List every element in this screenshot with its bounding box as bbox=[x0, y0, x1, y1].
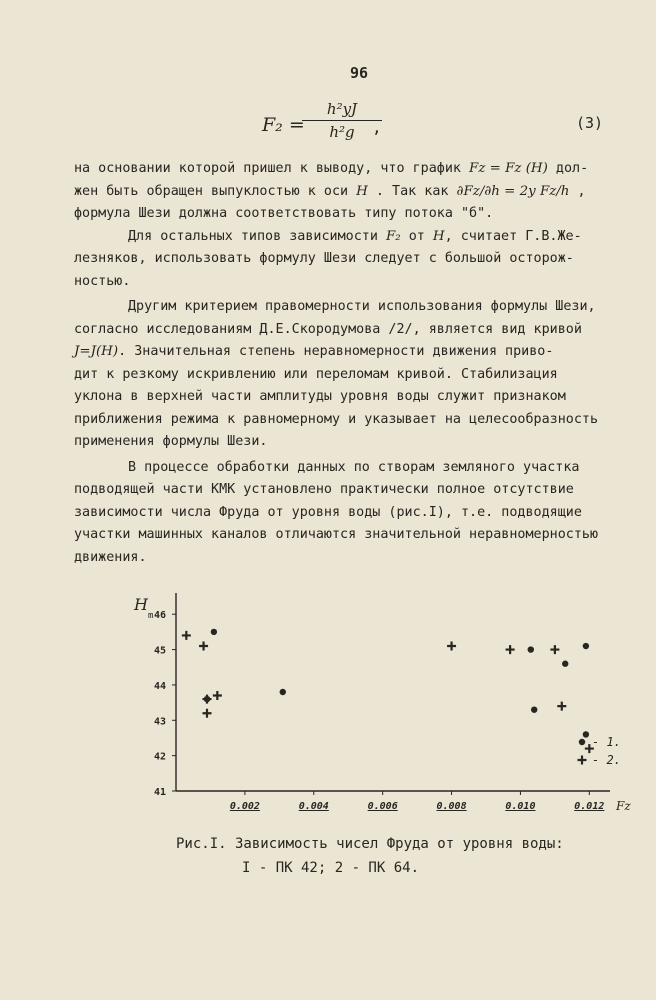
text-line bbox=[74, 203, 654, 226]
text-line bbox=[74, 364, 654, 387]
text-segment: зависимости числа Фруда от уровня воды (рис.I), т.е. подводящие bbox=[74, 504, 582, 520]
text-segment: Для остальных типов зависимости bbox=[128, 228, 386, 244]
text-line bbox=[74, 524, 654, 547]
text-line bbox=[74, 296, 654, 319]
data-point-series-1 bbox=[583, 731, 589, 737]
body-text bbox=[74, 158, 654, 569]
data-point-series-1 bbox=[528, 646, 534, 652]
x-tick-label: 0.012 bbox=[574, 801, 605, 812]
data-point-series-1 bbox=[280, 689, 286, 695]
text-segment: приближения режима к равномерному и указывает на целесообразность bbox=[74, 411, 599, 427]
inline-formula: H bbox=[356, 183, 368, 199]
page-number: 96 bbox=[350, 64, 369, 82]
data-point-series-2 bbox=[203, 695, 212, 704]
text-segment: . Так как bbox=[367, 183, 457, 199]
inline-formula: Fz = Fz (H) bbox=[469, 161, 548, 176]
text-segment: подводящей части КМК установлено практически полное отсутствие bbox=[74, 482, 574, 497]
data-point-series-1 bbox=[583, 643, 589, 649]
text-line bbox=[74, 248, 654, 271]
data-point-series-2 bbox=[506, 645, 515, 654]
text-line bbox=[74, 181, 654, 204]
text-segment: , считает Г.В.Же- bbox=[444, 228, 582, 244]
text-segment: на основании которой пришел к выводу, что график bbox=[74, 161, 470, 176]
caption-legend: I - ПК 42; 2 - ПК 64. bbox=[242, 860, 420, 876]
y-tick-label: 42 bbox=[154, 751, 167, 763]
text-line bbox=[74, 226, 654, 249]
text-line bbox=[74, 502, 654, 525]
text-segment: ностью. bbox=[74, 273, 131, 289]
text-segment: согласно исследованиям Д.Е.Скородумова /2/, является вид кривой bbox=[74, 321, 582, 337]
equation-3 bbox=[250, 100, 630, 150]
data-point-series-2 bbox=[557, 702, 566, 711]
text-segment: жен быть обращен выпуклостью к оси bbox=[74, 183, 357, 199]
caption-title: Рис.I. Зависимость чисел Фруда от уровня воды: bbox=[176, 836, 564, 852]
equation-numerator: h²yJ bbox=[302, 100, 382, 121]
data-point-series-1 bbox=[211, 629, 217, 635]
legend-label: - 2. bbox=[592, 753, 621, 767]
text-segment: формула Шези должна соответствовать типу потока "б". bbox=[74, 206, 494, 221]
legend-marker-circle bbox=[579, 739, 585, 745]
data-point-series-2 bbox=[199, 642, 208, 651]
y-axis-label: H bbox=[134, 595, 148, 614]
legend-marker-plus bbox=[578, 756, 587, 765]
text-line bbox=[74, 431, 654, 454]
text-segment: уклона в верхней части амплитуды уровня воды служит признаком bbox=[74, 389, 566, 404]
data-point-series-2 bbox=[550, 645, 559, 654]
text-segment: . Значительная степень неравномерности движения приво- bbox=[118, 344, 554, 359]
scatter-chart bbox=[120, 585, 640, 820]
equation-fraction bbox=[302, 100, 382, 141]
inline-formula: ∂Fz/∂h = 2y Fz/h bbox=[456, 183, 570, 199]
equation-lhs: F₂ = bbox=[262, 114, 305, 136]
y-axis-unit: m bbox=[148, 611, 154, 621]
text-line bbox=[74, 271, 654, 294]
data-point-series-2 bbox=[203, 709, 212, 718]
data-point-series-1 bbox=[531, 706, 537, 712]
y-tick-label: 43 bbox=[154, 716, 167, 728]
x-axis-label: Fz bbox=[616, 799, 631, 813]
text-segment: применения формулы Шези. bbox=[74, 434, 268, 449]
inline-formula: J=J(H) bbox=[74, 344, 119, 359]
x-tick-label: 0.006 bbox=[367, 801, 398, 812]
x-tick-label: 0.004 bbox=[298, 801, 329, 812]
y-tick-label: 41 bbox=[154, 787, 167, 798]
text-segment: дол- bbox=[547, 161, 589, 176]
equation-number: (3) bbox=[576, 114, 604, 132]
text-line bbox=[74, 319, 654, 342]
text-line bbox=[74, 547, 654, 570]
inline-formula: H bbox=[432, 228, 445, 244]
text-segment: движения. bbox=[74, 549, 147, 565]
text-segment: Другим критерием правомерности использования формулы Шези, bbox=[128, 299, 596, 314]
text-segment: В процессе обработки данных по створам земляного участка bbox=[128, 459, 580, 475]
figure-caption bbox=[176, 832, 564, 880]
text-line bbox=[74, 158, 654, 181]
x-tick-label: 0.010 bbox=[505, 801, 536, 812]
y-tick-label: 46 bbox=[154, 610, 167, 622]
text-line bbox=[74, 479, 654, 502]
text-line bbox=[74, 341, 654, 364]
y-tick-label: 44 bbox=[154, 680, 167, 692]
y-tick-label: 45 bbox=[154, 645, 167, 657]
x-tick-label: 0.008 bbox=[436, 801, 467, 812]
text-line bbox=[74, 386, 654, 409]
text-segment: участки машинных каналов отличаются значительной неравномерностью bbox=[74, 527, 599, 542]
text-segment: дит к резкому искривлению или переломам кривой. Стабилизация bbox=[74, 366, 558, 382]
text-segment: , bbox=[569, 183, 586, 199]
equation-comma: , bbox=[372, 118, 382, 137]
equation-denominator: h²g bbox=[329, 123, 355, 141]
text-segment: от bbox=[400, 228, 433, 244]
text-segment: лезняков, использовать формулу Шези следует с большой осторож- bbox=[74, 251, 574, 266]
text-line bbox=[74, 409, 654, 432]
data-point-series-2 bbox=[447, 642, 456, 651]
text-line bbox=[74, 457, 654, 480]
data-point-series-1 bbox=[562, 661, 568, 667]
data-point-series-2 bbox=[213, 691, 222, 700]
x-tick-label: 0.002 bbox=[229, 801, 260, 812]
inline-formula: F₂ bbox=[385, 228, 401, 244]
data-point-series-2 bbox=[182, 631, 191, 640]
legend-label: - 1. bbox=[592, 735, 621, 749]
